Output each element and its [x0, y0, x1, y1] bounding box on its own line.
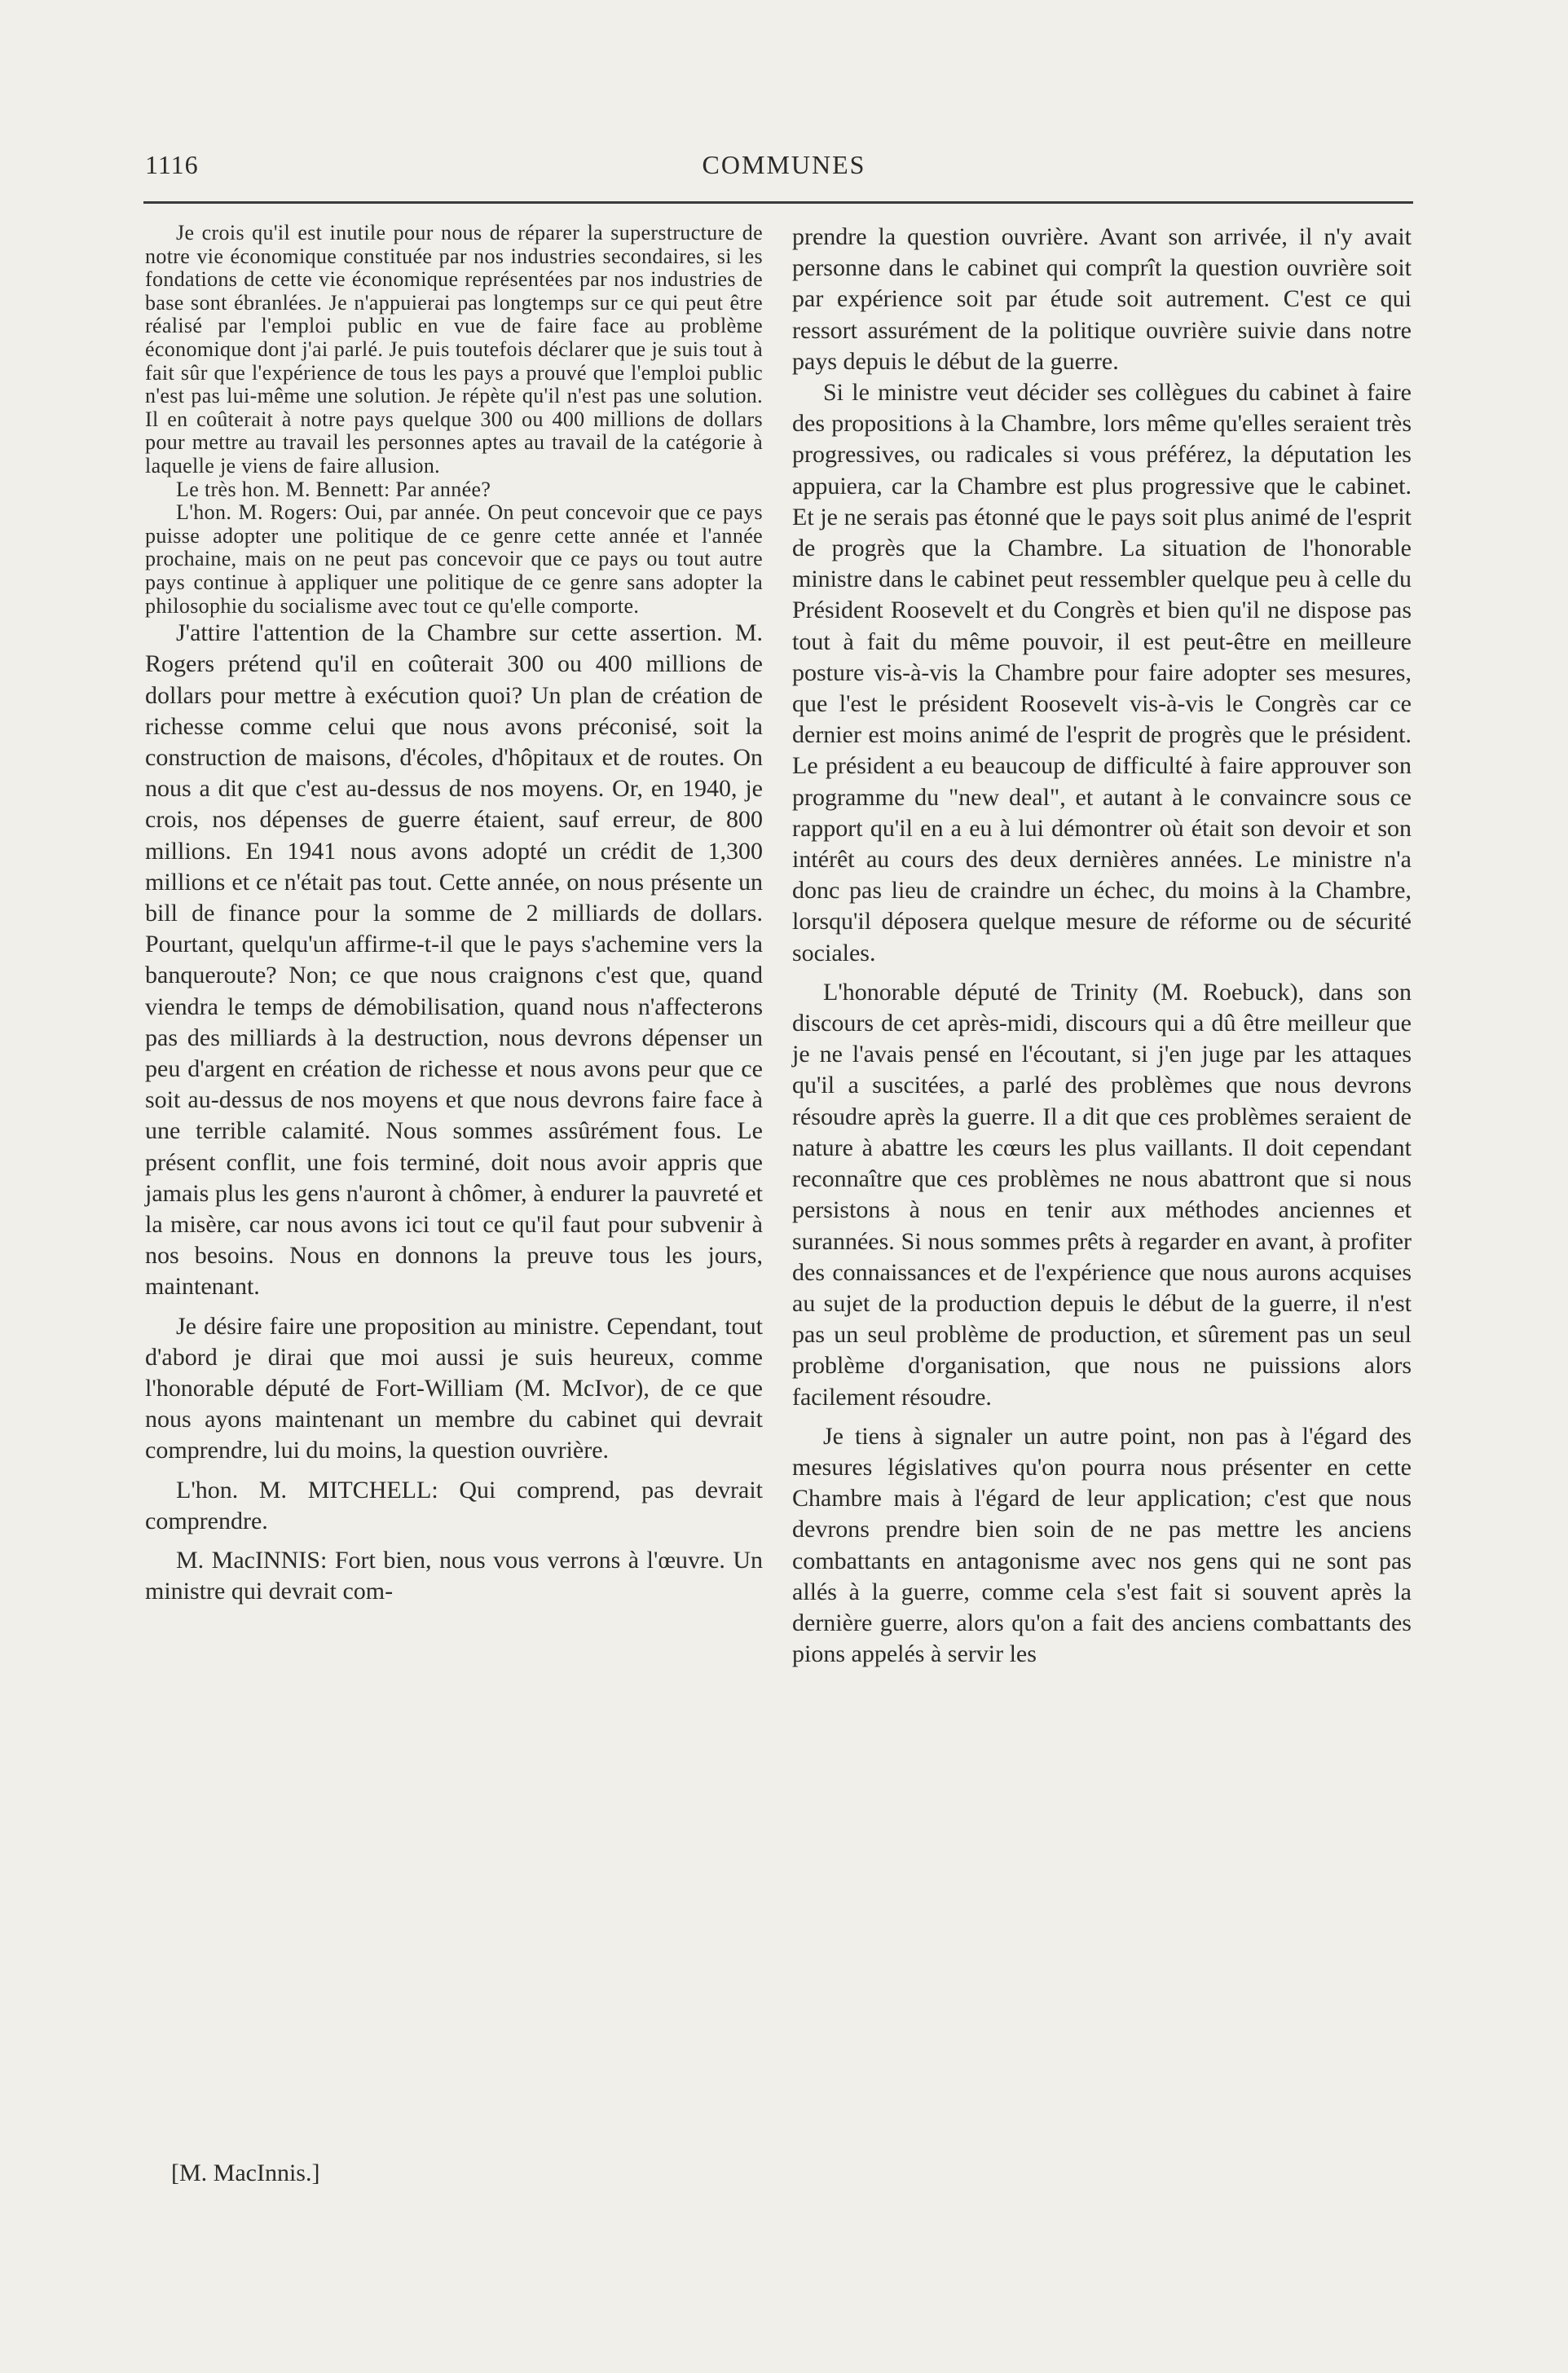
paragraph: Je désire faire une proposition au ministre. Cependant, tout d'abord je dirai que moi aussi je suis heureux, comme l'honorable député de Fort-William (M. McIvor), de ce que nous ayons maintenant un membre du cabinet qui devrait comprendre, lui du moins, la question ouvrière.	[145, 1312, 763, 1464]
paragraph: prendre la question ouvrière. Avant son arrivée, il n'y avait personne dans le cabinet qui comprît la question ouvrière soit par expérience soit par étude soit autrement. C'est ce qui ressort assurément de la politique ouvrière suivie dans notre pays depuis le début de la guerre.	[792, 223, 1412, 375]
page-number: 1116	[145, 150, 199, 179]
left-column	[145, 222, 763, 1607]
small-type-block	[145, 222, 763, 618]
speaker-signature: [M. MacInnis.]	[171, 2159, 320, 2186]
header-rule	[143, 201, 1413, 204]
paragraph: L'hon. M. MITCHELL: Qui comprend, pas devrait comprendre.	[145, 1476, 763, 1534]
paragraph: Si le ministre veut décider ses collègues du cabinet à faire des propositions à la Chambre, lors même qu'elles seraient très progressives, ou radicales si vous préférez, la députation les appuiera, car la Chambre est plus progressive que le cabinet. Et je ne serais pas étonné que le pays soit plus animé de l'esprit de progrès que la Chambre. La situation de l'honorable ministre dans le cabinet peut ressembler quelque peu à celle du Président Roosevelt et du Congrès et bien qu'il ne dispose pas tout à fait du même pouvoir, il est peut-être en meilleure posture vis-à-vis la Chambre pour faire adopter ses mesures, que l'est le président Roosevelt vis-à-vis le Congrès car ce dernier est moins animé de l'esprit de progrès que le président. Le président a eu beaucoup de difficulté à faire approuver son programme du "new deal", et autant à le convaincre sous ce rapport qu'il en a eu à lui démontrer où était son devoir et son intérêt au cours des deux dernières années. Le ministre n'a donc pas lieu de craindre un échec, du moins à la Chambre, lorsqu'il déposera quelque mesure de réforme ou de sécurité sociales.	[792, 379, 1412, 966]
paragraph: Le très hon. M. Bennett: Par année?	[176, 477, 491, 501]
paragraph: L'hon. M. Rogers: Oui, par année. On peut concevoir que ce pays puisse adopter une politique de ce genre cette année et l'année prochaine, mais on ne peut pas concevoir que ce pays ou tout autre pays continue à appliquer une politique de ce genre sans adopter la philosophie du socialisme avec tout ce qu'elle comporte.	[145, 500, 763, 618]
paragraph: J'attire l'attention de la Chambre sur cette assertion. M. Rogers prétend qu'il en coûterait 300 ou 400 millions de dollars pour mettre à exécution quoi? Un plan de création de richesse comme celui que nous avons préconisé, soit la construction de maisons, d'écoles, d'hôpitaux et de routes. On nous a dit que c'est au-dessus de nos moyens. Or, en 1940, je crois, nos dépenses de guerre étaient, sauf erreur, de 800 millions. En 1941 nous avons adopté un crédit de 1,300 millions et ce n'était pas tout. Cette année, on nous présente un bill de finance pour la somme de 2 milliards de dollars. Pourtant, quelqu'un affirme-t-il que le pays s'achemine vers la banqueroute? Non; ce que nous craignons c'est que, quand viendra le temps de démobilisation, quand nous n'affecterons pas des milliards à la destruction, nous devrons dépenser un peu d'argent en création de richesse et nous avons peur que ce soit au-dessus de nos moyens et que nous devrons faire face à une terrible calamité. Nous sommes assûrément fous. Le présent conflit, une fois terminé, doit nous avoir appris que jamais plus les gens n'auront à chômer, à endurer la pauvreté et la misère, car nous avons ici tout ce qu'il faut pour subvenir à nos besoins. Nous en donnons la preuve tous les jours, maintenant.	[145, 619, 763, 1301]
right-column	[792, 222, 1412, 1670]
paragraph: L'honorable député de Trinity (M. Roebuck), dans son discours de cet après-midi, discours qui a dû être meilleur que je ne l'avais pensé en l'écoutant, si j'en juge par les attaques qu'il a suscitées, a parlé des problèmes que nous devrons résoudre après la guerre. Il a dit que ces problèmes seraient de nature à abattre les cœurs les plus vaillants. Il doit cependant reconnaître que ces problèmes ne nous abattront que si nous persistons à nous en tenir aux méthodes anciennes et surannées. Si nous sommes prêts à regarder en avant, à profiter des connaissances et de l'expérience que nous aurons acquises au sujet de la production depuis le début de la guerre, il n'est pas un seul problème de production, et sûrement pas un seul problème d'organisation, que nous ne puissions alors facilement résoudre.	[792, 978, 1412, 1411]
paragraph: Je crois qu'il est inutile pour nous de réparer la superstructure de notre vie économique constituée par nos industries secondaires, si les fondations de cette vie économique représentées par nos industries de base sont ébranlées. Je n'appuierai pas longtemps sur ce qui peut être réalisé par l'emploi public en vue de faire face au problème économique dont j'ai parlé. Je puis toutefois déclarer que je suis tout à fait sûr que l'expérience de tous les pays a prouvé que l'emploi public n'est pas lui-même une solution. Je répète qu'il n'est pas une solution. Il en coûterait à notre pays quelque 300 ou 400 millions de dollars pour mettre au travail les personnes aptes au travail de la catégorie à laquelle je viens de faire allusion.	[145, 221, 763, 478]
large-type-block	[145, 618, 763, 1607]
paragraph: M. MacINNIS: Fort bien, nous vous verrons à l'œuvre. Un ministre qui devrait com-	[145, 1546, 763, 1605]
paragraph: Je tiens à signaler un autre point, non pas à l'égard des mesures législatives qu'on pourra nous présenter en cette Chambre mais à l'égard de leur application; c'est que nous devrons prendre bien soin de ne pas mettre les anciens combattants en antagonisme avec nos gens qui ne sont pas allés à la guerre, comme cela s'est fait si souvent après la dernière guerre, alors qu'on a fait des anciens combattants des pions appelés à servir les	[792, 1422, 1412, 1668]
running-head: COMMUNES	[702, 150, 866, 179]
